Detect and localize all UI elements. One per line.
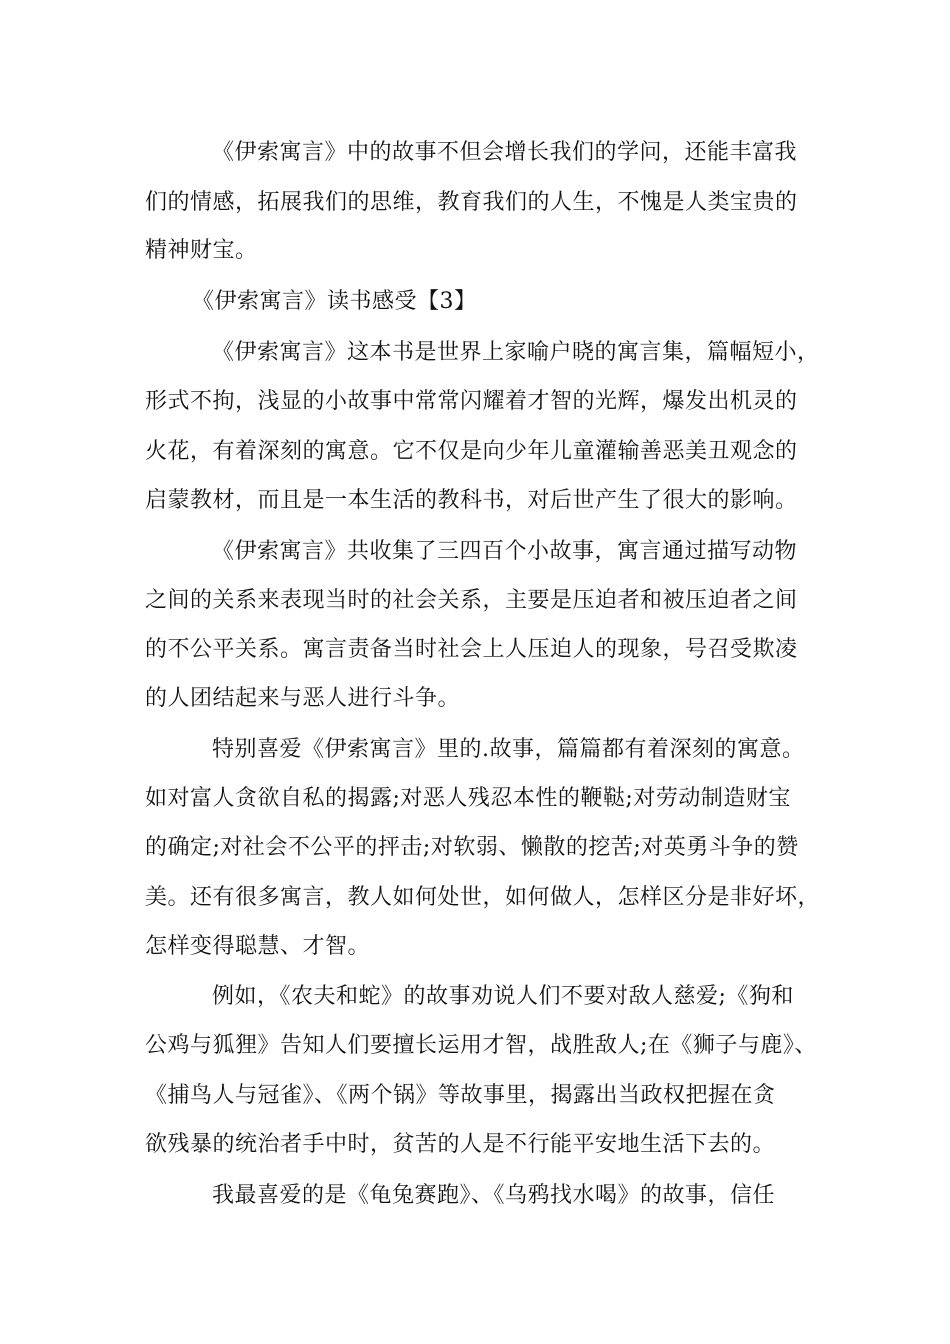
paragraph-5-line-2: 公鸡与狐狸》告知人们要擅长运用才智，战胜敌人;在《狮子与鹿》、 — [145, 1033, 817, 1058]
section-heading: 《伊索寓言》读书感受【3】 — [192, 289, 477, 314]
paragraph-4-line-1: 特别喜爱《伊索寓言》里的.故事，篇篇都有着深刻的寓意。 — [212, 737, 805, 762]
paragraph-4-line-3: 的确定;对社会不公平的抨击;对软弱、懒散的挖苦;对英勇斗争的赞 — [145, 835, 799, 860]
paragraph-6-line-1: 我最喜爱的是《龟兔赛跑》、《乌鸦找水喝》的故事，信任 — [212, 1183, 776, 1208]
paragraph-1-line-2: 们的情感，拓展我们的思维，教育我们的人生，不愧是人类宝贵的 — [145, 190, 798, 215]
paragraph-2-line-4: 启蒙教材，而且是一本生活的教科书，对后世产生了很大的影响。 — [145, 488, 798, 513]
paragraph-3-line-4: 的人团结起来与恶人进行斗争。 — [145, 686, 461, 711]
paragraph-4-line-2: 如对富人贪欲自私的揭露;对恶人残忍本性的鞭鞑;对劳动制造财宝 — [145, 786, 791, 811]
paragraph-1-line-3: 精神财宝。 — [145, 238, 258, 263]
paragraph-1-line-1: 《伊索寓言》中的故事不但会增长我们的学问，还能丰富我 — [212, 140, 798, 165]
paragraph-3-line-1: 《伊索寓言》共收集了三四百个小故事，寓言通过描写动物 — [212, 539, 798, 564]
paragraph-4-line-4: 美。还有很多寓言，教人如何处世，如何做人，怎样区分是非好坏， — [145, 885, 821, 910]
paragraph-5-line-1: 例如，《农夫和蛇》的故事劝说人们不要对敌人慈爱;《狗和 — [212, 984, 794, 1009]
paragraph-2-line-2: 形式不拘，浅显的小故事中常常闪耀着才智的光辉，爆发出机灵的 — [145, 389, 798, 414]
paragraph-3-line-3: 的不公平关系。寓言责备当时社会上人压迫人的现象，号召受欺凌 — [145, 637, 798, 662]
paragraph-4-line-5: 怎样变得聪慧、才智。 — [145, 934, 371, 959]
paragraph-3-line-2: 之间的关系来表现当时的社会关系，主要是压迫者和被压迫者之间 — [145, 588, 798, 613]
paragraph-2-line-3: 火花，有着深刻的寓意。它不仅是向少年儿童灌输善恶美丑观念的 — [145, 439, 798, 464]
paragraph-2-line-1: 《伊索寓言》这本书是世界上家喻户晓的寓言集，篇幅短小， — [212, 340, 820, 365]
paragraph-5-line-4: 欲残暴的统治者手中时，贫苦的人是不行能平安地生活下去的。 — [145, 1132, 776, 1157]
paragraph-5-line-3: 《捕鸟人与冠雀》、《两个锅》等故事里，揭露出当政权把握在贪 — [145, 1083, 776, 1108]
